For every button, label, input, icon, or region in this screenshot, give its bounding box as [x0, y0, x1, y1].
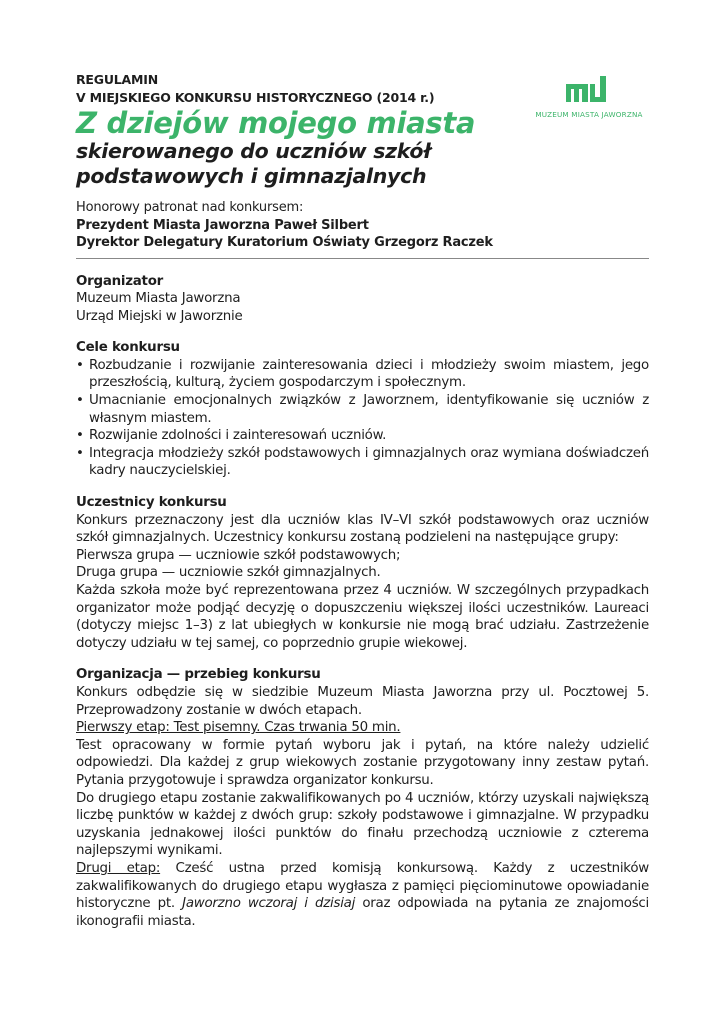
subtitle-line-1: skierowanego do uczniów szkół [76, 139, 431, 163]
list-item: • Umacnianie emocjonalnych związków z Jaworznem, identyfikowanie się uczniów z własnym miastem. [76, 392, 649, 427]
organizer-line: Muzeum Miasta Jaworzna [76, 291, 241, 307]
paragraph: Konkurs odbędzie się w siedzibie Muzeum Miasta Jaworzna przy ul. Pocztowej 5. Przeprowadzony zostanie w dwóch etapach. [76, 684, 649, 718]
logo-text: MUZEUM MIASTA JAWORZNA [535, 110, 643, 119]
section-organization [76, 666, 649, 930]
section-heading: Uczestnicy konkursu [76, 495, 227, 511]
paragraph: Pierwsza grupa — uczniowie szkół podstawowych; [76, 547, 401, 563]
list-item: • Rozbudzanie i rozwijanie zainteresowania dzieci i młodzieży swoim miastem, jego przeszłością, kulturą, życiem gospodarczym i społecznym. [76, 357, 649, 392]
section-organizer [76, 273, 649, 326]
paragraph: Do drugiego etapu zostanie zakwalifikowanych po 4 uczniów, którzy uzyskali największą liczbę punktów w każdej z dwóch grup: szkoły podstawowe i gimnazjalne. W przypadku uzyskania jednakowej ilości punktów do finału przechodzą uczniowie z czterema najlepszymi wynikami. [76, 790, 649, 859]
stage-2-heading: Drugi etap: [76, 860, 161, 876]
text: oraz odpowiada na pytania ze znajomości ikonografii miasta. [76, 896, 650, 929]
document [76, 71, 649, 930]
paragraph: Konkurs przeznaczony jest dla uczniów klas IV–VI szkół podstawowych oraz uczniów szkół gimnazjalnych. Uczestnicy konkursu zostaną podzieleni na następujące grupy: [76, 512, 649, 546]
section-heading: Cele konkursu [76, 340, 180, 356]
doc-label: REGULAMIN [76, 72, 158, 87]
page-title: Z dziejów mojego miasta [76, 106, 476, 140]
organizer-line: Urząd Miejski w Jaworznie [76, 308, 243, 324]
subtitle-line-2: podstawowych i gimnazjalnych [76, 164, 427, 188]
section-heading: Organizacja — przebieg konkursu [76, 667, 321, 683]
divider [76, 258, 649, 259]
patronage [76, 199, 649, 252]
section-heading: Organizator [76, 273, 164, 289]
stage-1-heading: Pierwszy etap: Test pisemny. Czas trwania 50 min. [76, 720, 401, 736]
list-item: • Integracja młodzieży szkół podstawowych i gimnazjalnych oraz wymiana doświadczeń kadry nauczycielskiej. [76, 445, 649, 480]
section-participants [76, 494, 649, 652]
paragraph [76, 860, 649, 930]
patronage-intro: Honorowy patronat nad konkursem: [76, 200, 304, 215]
paragraph: Każda szkoła może być reprezentowana przez 4 uczniów. W szczególnych przypadkach organizator może podjąć decyzję o dopuszczeniu większej ilości uczestników. Laureaci (dotyczy miejsc 1–3) z lat ubiegłych w konkursie nie mogą brać udziału. Zastrzeżenie dotyczy udziału w tej samej, co poprzednio grupie wiekowej. [76, 583, 649, 651]
paragraph: Test opracowany w formie pytań wyboru jak i pytań, na które należy udzielić odpowiedzi. Dla każdej z grup wiekowych zostanie przygotowany inny zestaw pytań. Pytania przygotowuje i sprawdza organizator konkursu. [76, 737, 649, 788]
paragraph: Druga grupa — uczniowie szkół gimnazjalnych. [76, 565, 381, 581]
doc-label-2: V MIEJSKIEGO KONKURSU HISTORYCZNEGO (2014 r.) [76, 90, 435, 105]
text: Cześć ustna przed komisją konkursową. Każdy z uczestników zakwalifikowanych do drugiego etapu wygłasza z pamięci pięciominutowe opowiadanie historyczne pt. [76, 860, 649, 912]
list-item: • Rozwijanie zdolności i zainteresowań uczniów. [76, 427, 649, 445]
patron-2: Dyrektor Delegatury Kuratorium Oświaty Grzegorz Raczek [76, 235, 493, 250]
patron-1: Prezydent Miasta Jaworzna Paweł Silbert [76, 217, 369, 233]
section-goals [76, 339, 649, 480]
story-title: Jaworzno wczoraj i dzisiaj [182, 896, 356, 912]
